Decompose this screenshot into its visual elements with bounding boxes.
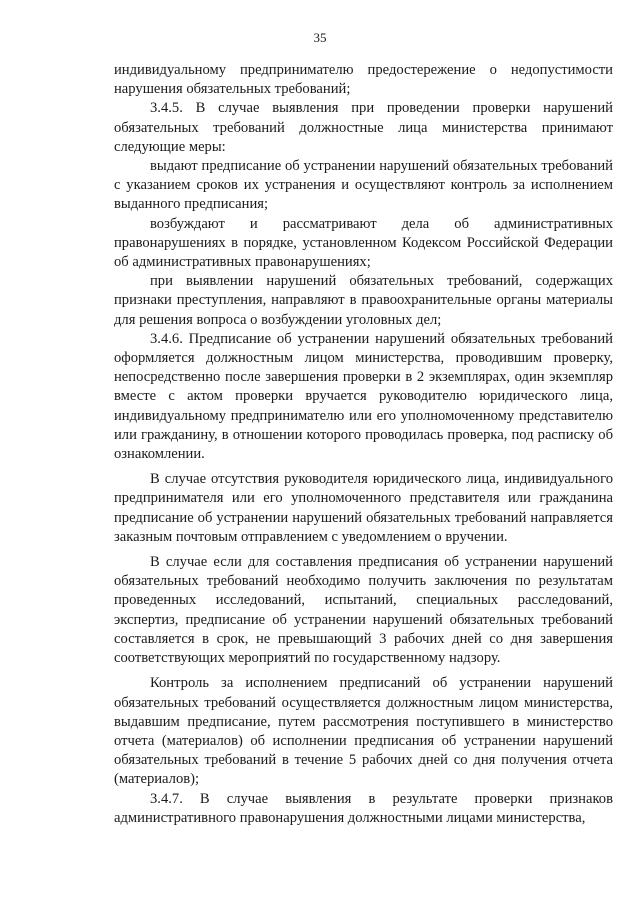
- paragraph-measure-issue-order: выдают предписание об устранении нарушений обязательных требований с указанием сроков их устранения и осуществляют контроль за исполнением выданного предписания;: [114, 158, 613, 213]
- paragraph-execution-control: Контроль за исполнением предписаний об устранении нарушений обязательных требований осуществляется должностным лицом министерства, выдавшим предписание, путем рассмотрения поступившего в министерство отчета (материалов) об исполнении предписания об устранении нарушений обязательных требований в течение 5 рабочих дней со дня получения отчета (материалов);: [114, 675, 613, 788]
- paragraph-measure-administrative-cases: возбуждают и рассматривают дела об административных правонарушениях в порядке, установленном Кодексом Российской Федерации об административных правонарушениях;: [114, 215, 613, 271]
- paragraph-3-4-6: 3.4.6. Предписание об устранении нарушений обязательных требований оформляется должностным лицом министерства, проводившим проверку, непосредственно после завершения проверки в 2 экземплярах, один экземпляр вместе с актом проверки вручается руководителю юридического лица, индивидуальному предпринимателю или его уполномоченному представителю или гражданину, в отношении которого проводилась проверка, под расписку об ознакомлении.: [114, 330, 613, 463]
- paragraph-continuation: индивидуальному предпринимателю предостережение о недопустимости нарушения обязательных требований;: [114, 62, 613, 98]
- paragraph-expert-conclusions: В случае если для составления предписания об устранении нарушений обязательных требований необходимо получить заключения по результатам проведенных исследований, испытаний, специальных расследований, экспертиз, предписание об устранении нарушений обязательных требований составляется в срок, не превышающий 3 рабочих дней со дня завершения соответствующих мероприятий по государственному надзору.: [114, 554, 613, 667]
- page-number: 35: [313, 30, 327, 45]
- paragraph-3-4-5: 3.4.5. В случае выявления при проведении проверки нарушений обязательных требований должностные лица министерства принимают следующие меры:: [114, 100, 613, 155]
- paragraph-3-4-7: 3.4.7. В случае выявления в результате проверки признаков административного правонарушения должностными лицами министерства,: [114, 790, 613, 826]
- document-body: [114, 61, 613, 828]
- paragraph-absence-delivery: В случае отсутствия руководителя юридического лица, индивидуального предпринимателя или его уполномоченного представителя или гражданина предписание об устранении нарушений обязательных требований направляется заказным почтовым отправлением с уведомлением о вручении.: [114, 471, 613, 545]
- paragraph-measure-criminal-referral: при выявлении нарушений обязательных требований, содержащих признаки преступления, направляют в правоохранительные органы материалы для решения вопроса о возбуждении уголовных дел;: [114, 273, 613, 328]
